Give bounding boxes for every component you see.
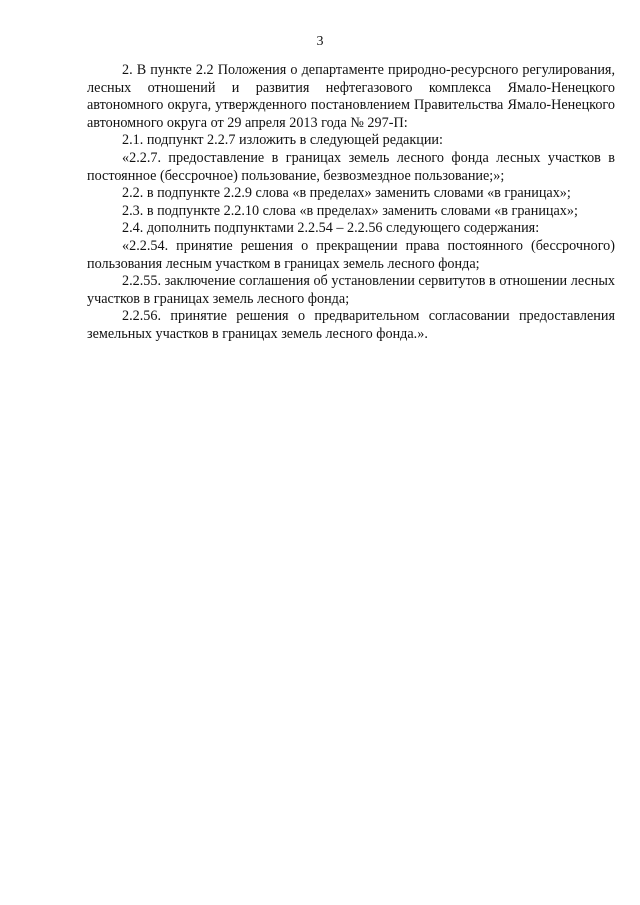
paragraph-quote-2-2-55: 2.2.55. заключение соглашения об установлении сервитутов в отношении лесных участков в границах земель лесного фонда; xyxy=(87,273,615,307)
paragraph-item-2-3: 2.3. в подпункте 2.2.10 слова «в пределах» заменить словами «в границах»; xyxy=(122,202,578,219)
paragraph-item-2-4: 2.4. дополнить подпунктами 2.2.54 – 2.2.56 следующего содержания: xyxy=(122,220,540,237)
paragraph-quote-2-2-56: 2.2.56. принятие решения о предварительном согласовании предоставления земельных участков в границах земель лесного фонда.». xyxy=(87,308,615,342)
paragraph-quote-2-2-54: «2.2.54. принятие решения о прекращении права постоянного (бессрочного) пользования лесным участком в границах земель лесного фонда; xyxy=(87,237,615,272)
paragraph-item-2-1: 2.1. подпункт 2.2.7 изложить в следующей редакции: xyxy=(122,132,443,149)
paragraph-item-2-2: 2.2. в подпункте 2.2.9 слова «в пределах» заменить словами «в границах»; xyxy=(122,185,571,202)
document-body xyxy=(87,62,615,344)
paragraph-quote-2-2-7: «2.2.7. предоставление в границах земель лесного фонда лесных участков в постоянное (бессрочное) пользование, безвозмездное пользование;»; xyxy=(87,149,615,184)
page-number: 3 xyxy=(316,34,324,49)
paragraph-item-2: 2. В пункте 2.2 Положения о департаменте природно-ресурсного регулирования, лесных отношений и развития нефтегазового комплекса Ямало-Ненецкого автономного округа, утвержденного постановлением Правительства Ямало-Ненецкого автономного округа от 29 апреля 2013 года № 297-П: xyxy=(87,62,615,131)
